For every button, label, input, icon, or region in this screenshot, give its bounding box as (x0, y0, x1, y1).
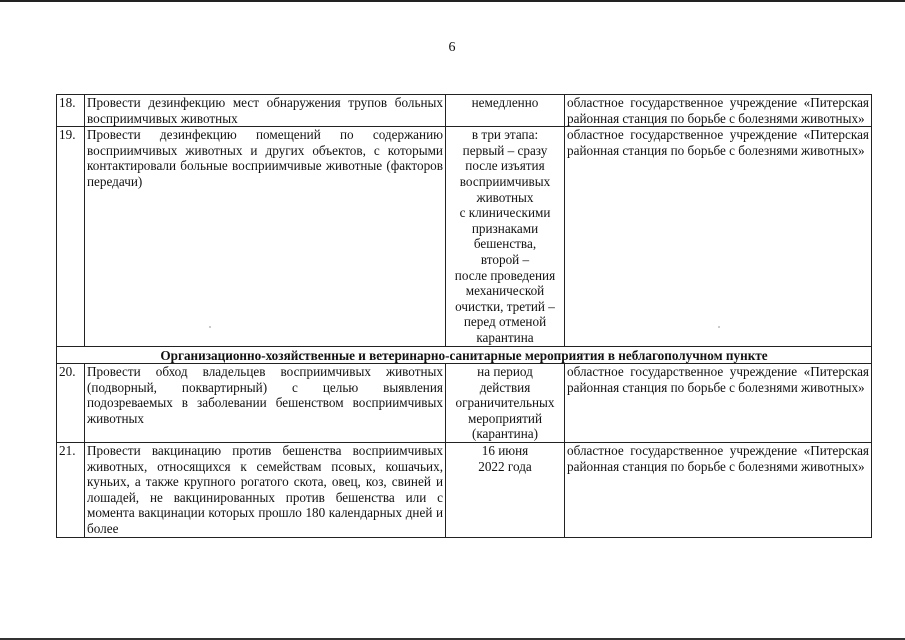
scan-speck (718, 326, 720, 328)
row-number: 19. (57, 127, 85, 346)
row-deadline: на период действия ограничительных мероприятий (карантина) (446, 364, 565, 443)
row-responsible: областное государственное учреждение «Питерская районная станция по борьбе с болезнями животных» (565, 443, 872, 538)
row-action: Провести дезинфекцию мест обнаружения трупов больных восприимчивых животных (85, 95, 446, 127)
row-number: 21. (57, 443, 85, 538)
row-number: 20. (57, 364, 85, 443)
row-deadline: в три этапа: первый – сразу после изъятия восприимчивых животных с клиническими признаками бешенства, второй – после проведения механической очистки, третий – перед отменой карантина (446, 127, 565, 346)
row-responsible: областное государственное учреждение «Питерская районная станция по борьбе с болезнями животных» (565, 95, 872, 127)
row-action: Провести дезинфекцию помещений по содержанию восприимчивых животных и других объектов, с которыми контактировали больные восприимчивые животные (факторов передачи) (85, 127, 446, 346)
table-row (57, 95, 872, 127)
table-row (57, 364, 872, 443)
row-number: 18. (57, 95, 85, 127)
measures-table (56, 94, 872, 538)
row-deadline: 16 июня 2022 года (446, 443, 565, 538)
row-action: Провести обход владельцев восприимчивых животных (подворный, поквартирный) с целью выявления подозреваемых в заболевании бешенством восприимчивых животных (85, 364, 446, 443)
row-action: Провести вакцинацию против бешенства восприимчивых животных, относящихся к семействам псовых, кошачьих, куньих, а также крупного рогатого скота, овец, коз, свиней и лошадей, не вакцинированных против бешенства или с момента вакцинации которых прошло 180 календарных дней и более (85, 443, 446, 538)
page-number: 6 (448, 40, 456, 55)
table-row (57, 127, 872, 346)
top-border-line (0, 0, 905, 2)
table-row (57, 443, 872, 538)
row-responsible: областное государственное учреждение «Питерская районная станция по борьбе с болезнями животных» (565, 127, 872, 346)
section-heading-row (57, 346, 872, 364)
scan-speck (209, 326, 211, 328)
row-deadline: немедленно (446, 95, 565, 127)
section-heading: Организационно-хозяйственные и ветеринарно-санитарные мероприятия в неблагополучном пункте (57, 346, 872, 364)
row-responsible: областное государственное учреждение «Питерская районная станция по борьбе с болезнями животных» (565, 364, 872, 443)
